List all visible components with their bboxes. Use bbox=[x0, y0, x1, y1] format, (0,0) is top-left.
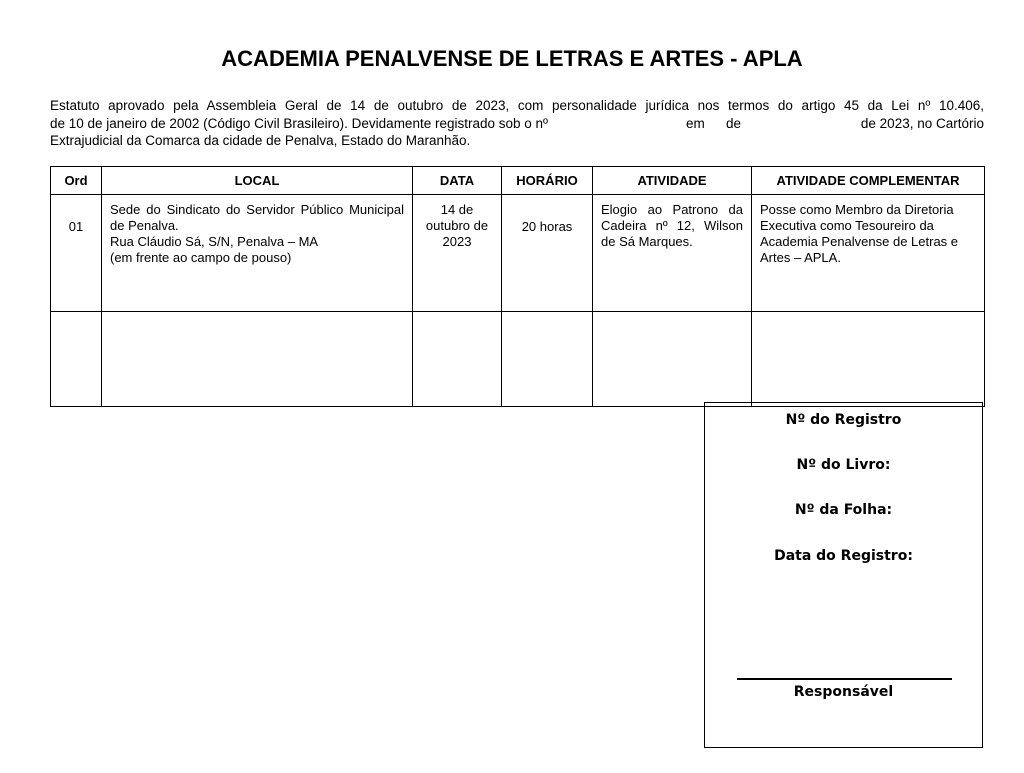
empty-cell bbox=[102, 312, 413, 407]
empty-cell bbox=[502, 312, 593, 407]
statute-paragraph bbox=[50, 97, 984, 150]
cell-ord: 01 bbox=[51, 195, 102, 312]
registry-number-label: Nº do Registro bbox=[785, 412, 902, 428]
table-header-row bbox=[51, 167, 985, 195]
intro-line-2-em: em bbox=[686, 115, 705, 131]
cell-atividade-complementar: Posse como Membro da Diretoria Executiva como Tesoureiro da Academia Penalvense de Letras e Artes – APLA. bbox=[752, 195, 985, 312]
book-number-label: Nº do Livro: bbox=[796, 457, 891, 473]
table-row bbox=[51, 195, 985, 312]
responsible-label: Responsável bbox=[793, 684, 894, 700]
empty-cell bbox=[51, 312, 102, 407]
local-line-2: Rua Cláudio Sá, S/N, Penalva – MA bbox=[110, 234, 319, 249]
header-atividade: ATIVIDADE bbox=[593, 167, 752, 195]
registry-box bbox=[704, 402, 983, 748]
intro-line-2 bbox=[50, 115, 984, 133]
cell-atividade: Elogio ao Patrono da Cadeira nº 12, Wilson de Sá Marques. bbox=[593, 195, 752, 312]
header-data: DATA bbox=[413, 167, 502, 195]
header-atividade-complementar: ATIVIDADE COMPLEMENTAR bbox=[752, 167, 985, 195]
header-local: LOCAL bbox=[102, 167, 413, 195]
empty-cell bbox=[413, 312, 502, 407]
empty-cell bbox=[593, 312, 752, 407]
table-row-empty bbox=[51, 312, 985, 407]
cell-local bbox=[102, 195, 413, 312]
document-title: ACADEMIA PENALVENSE DE LETRAS E ARTES - APLA bbox=[221, 46, 803, 71]
schedule-table bbox=[50, 166, 985, 407]
header-horario: HORÁRIO bbox=[502, 167, 593, 195]
cell-data: 14 de outubro de 2023 bbox=[413, 195, 502, 312]
local-line-1: Sede do Sindicato do Servidor Público Municipal de Penalva. bbox=[110, 202, 404, 233]
page-number-label: Nº da Folha: bbox=[794, 502, 893, 518]
header-ord: Ord bbox=[51, 167, 102, 195]
empty-cell bbox=[752, 312, 985, 407]
signature-line bbox=[737, 678, 952, 680]
registry-date-label: Data do Registro: bbox=[774, 548, 913, 564]
intro-line-2-text: de 10 de janeiro de 2002 (Código Civil Brasileiro). Devidamente registrado sob o nº bbox=[50, 115, 548, 131]
intro-line-1: Estatuto aprovado pela Assembleia Geral de 14 de outubro de 2023, com personalidade jurídica nos termos do artigo 45 da Lei nº 10.406, bbox=[50, 98, 984, 113]
intro-line-2-year: de 2023, no Cartório bbox=[860, 115, 984, 131]
intro-line-3: Extrajudicial da Comarca da cidade de Penalva, Estado do Maranhão. bbox=[50, 133, 471, 148]
intro-line-2-de: de bbox=[726, 115, 742, 131]
cell-horario: 20 horas bbox=[502, 195, 593, 312]
local-line-3: (em frente ao campo de pouso) bbox=[110, 250, 292, 265]
